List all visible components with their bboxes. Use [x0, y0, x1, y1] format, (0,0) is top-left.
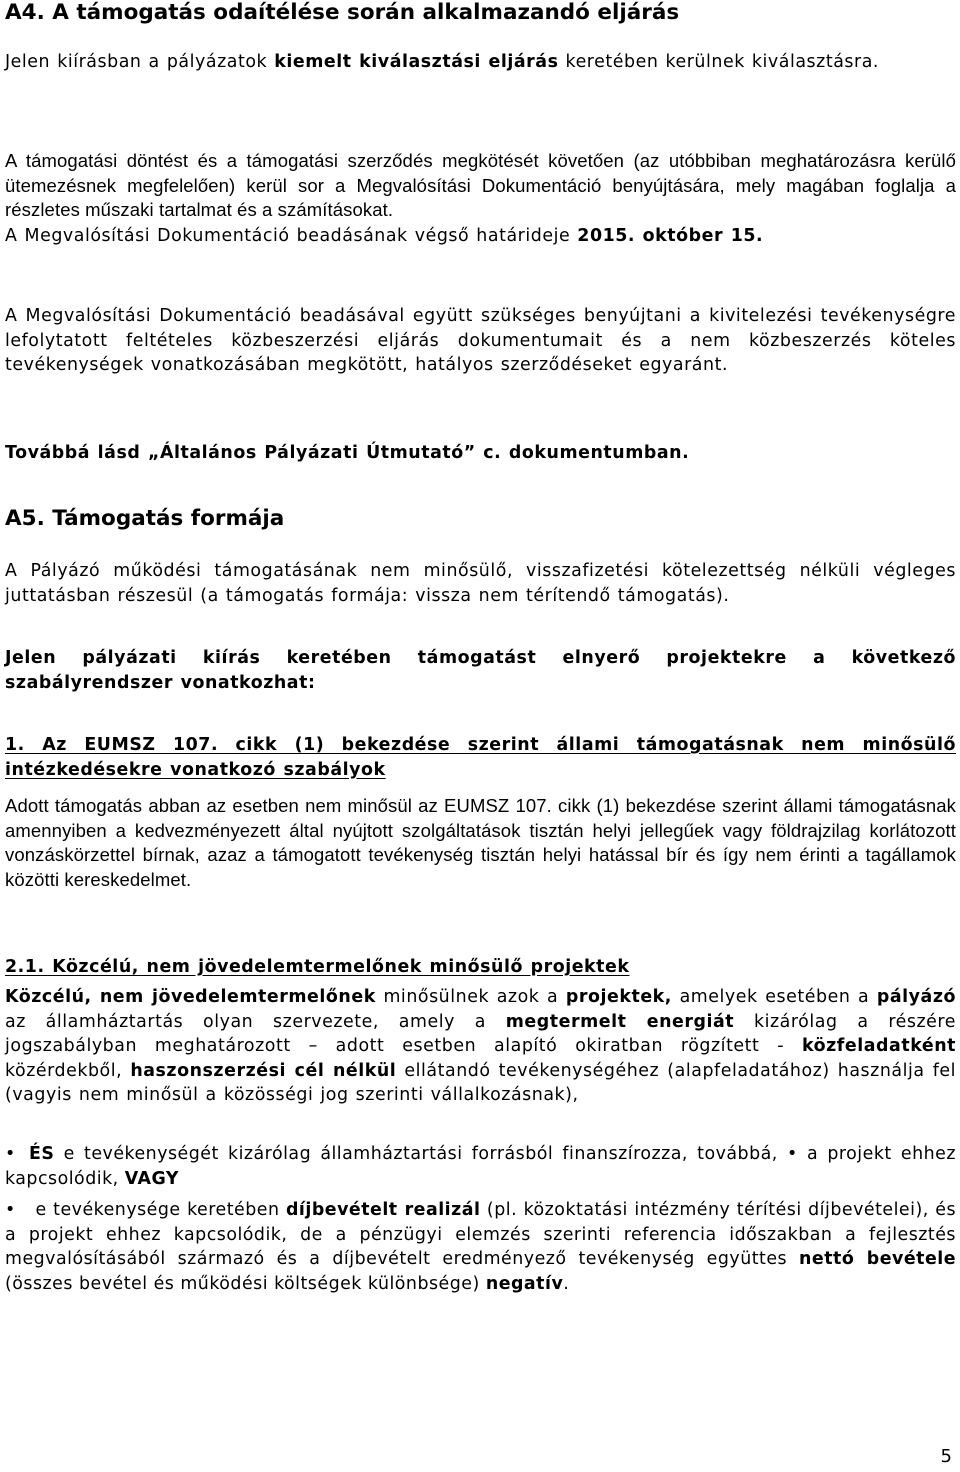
section-a4-heading: A4. A támogatás odaítélése során alkalmazandó eljárás — [5, 0, 680, 25]
a5-subsection-2-1-text: Közcélú, nem jövedelemtermelőnek minősülnek azok a projektek, amelyek esetében a pályázó az államháztartás olyan szervezete, amely a megtermelt energiát kizárólag a részére jogszabályban meghatározott – adott esetben alapító okiratban rögzített - közfeladatként közérdekből, haszonszerzési cél nélkül ellátandó tevékenységéhez (alapfeladatához) használja fel (vagyis nem minősül a közösségi jog szerinti vállalkozásnak), — [5, 987, 957, 1106]
bullet-item-or: • e tevékenysége keretében díjbevételt realizál (pl. közoktatási intézmény térítési díjbevételei), és a projekt ehhez kapcsolódik, de a pénzügyi elemzés szerinti referencia időszakban a fejlesztés megvalósításából származó és a díjbevételt eredményező tevékenység együttes nettó bevétele (összes bevétel és működési költségek különbsége) negatív. — [5, 1200, 957, 1294]
a4-deadline: A Megvalósítási Dokumentáció beadásának végső határideje 2015. október 15. — [5, 226, 764, 246]
a5-subsection-1-text: Adott támogatás abban az esetben nem minősül az EUMSZ 107. cikk (1) bekezdése szerint állami támogatásnak amennyiben a kedvezményezett által nyújtott szolgáltatások tisztán helyi jellegűek vagy földrajzilag korlátozott vonzáskörzettel bírnak, azaz a támogatott tevékenység tisztán helyi hatással bír és így nem érinti a tagállamok közötti kereskedelmet. — [5, 795, 956, 890]
page-number: 5 — [940, 1446, 952, 1467]
a4-paragraph-1: Jelen kiírásban a pályázatok kiemelt kiválasztási eljárás keretében kerülnek kiválasztásra. — [5, 52, 880, 72]
a4-paragraph-4: A Megvalósítási Dokumentáció beadásával együtt szükséges benyújtani a kivitelezési tevékenységre lefolytatott feltételes közbeszerzési eljárás dokumentumait és a nem közbeszerzés köteles tevékenységek vonatkozásában megkötött, hatályos szerződéseket egyaránt. — [5, 306, 956, 376]
a4-paragraph-2: A támogatási döntést és a támogatási szerződés megkötését követően (az utóbbiban meghatározásra kerülő ütemezésnek megfelelően) kerül sor a Megvalósítási Dokumentáció benyújtására, mely magában foglalja a részletes műszaki tartalmat és a számításokat. — [5, 150, 956, 221]
bullet-icon: • — [5, 1144, 16, 1164]
section-a5-heading: A5. Támogatás formája — [5, 506, 285, 531]
a5-subsection-2-1-title: 2.1. Közcélú, nem jövedelemtermelőnek minősülő projektek — [5, 957, 630, 977]
bullet-icon: • — [5, 1200, 16, 1220]
bullet-item-and: • ÉS e tevékenységét kizárólag államháztartási forrásból finanszírozza, továbbá, • a projekt ehhez kapcsolódik, VAGY — [5, 1144, 956, 1189]
a4-reference-note: Továbbá lásd „Általános Pályázati Útmutató” c. dokumentumban. — [5, 443, 690, 463]
a5-paragraph-2: Jelen pályázati kiírás keretében támogatást elnyerő projektekre a következő szabályrendszer vonatkozhat: — [5, 648, 956, 693]
a5-subsection-1-title: 1. Az EUMSZ 107. cikk (1) bekezdése szerint állami támogatásnak nem minősülő intézkedésekre vonatkozó szabályok — [5, 735, 956, 780]
bullet-icon: • — [787, 1144, 798, 1164]
a5-paragraph-1: A Pályázó működési támogatásának nem minősülő, visszafizetési kötelezettség nélküli végleges juttatásban részesül (a támogatás formája: vissza nem térítendő támogatás). — [5, 561, 956, 606]
